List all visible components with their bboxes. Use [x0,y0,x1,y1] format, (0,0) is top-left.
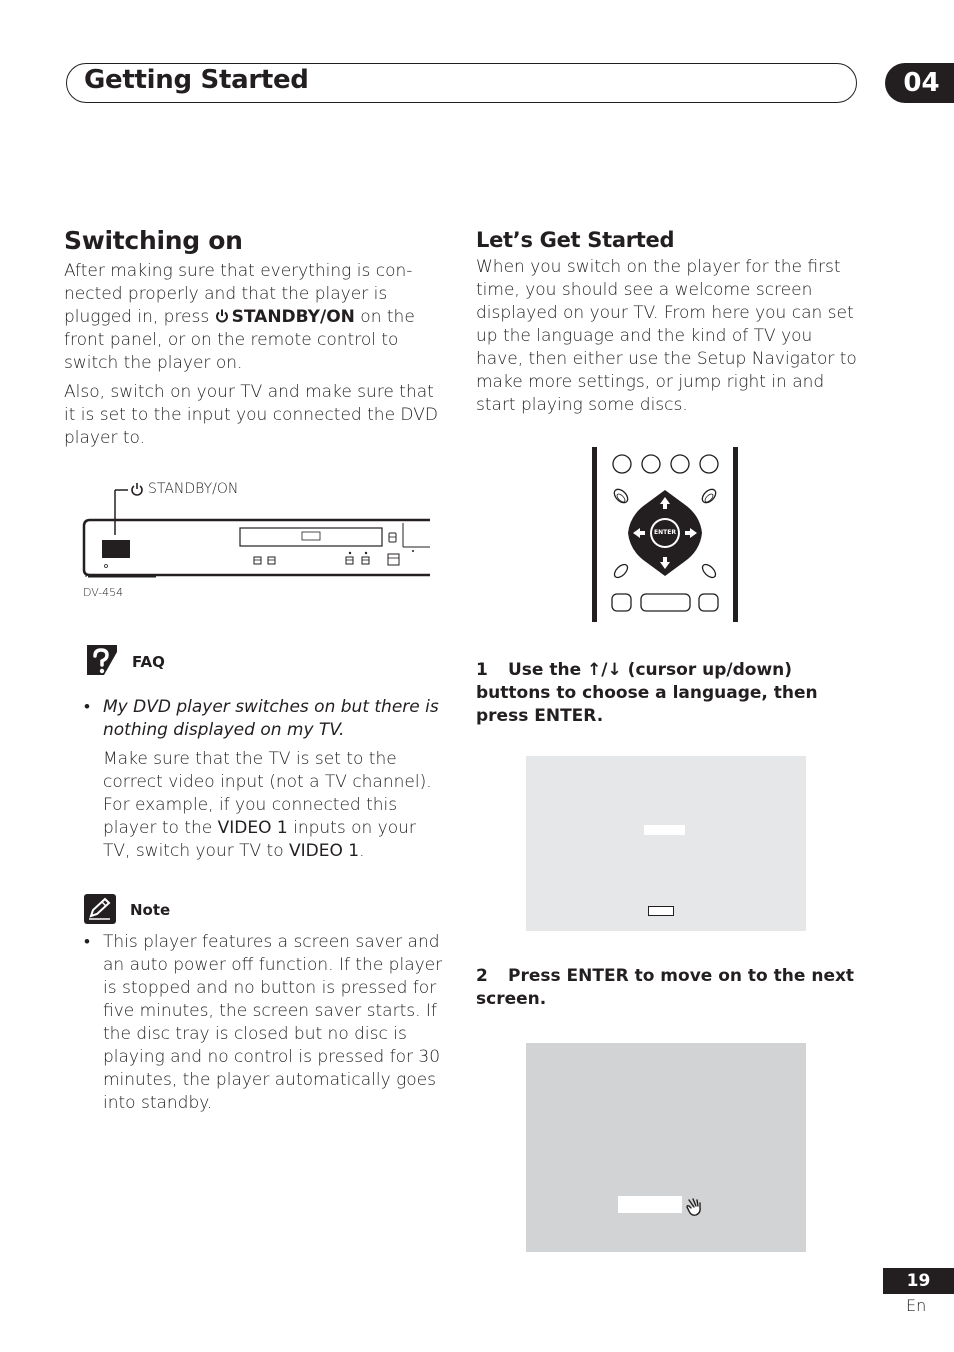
lets-get-started-heading: Let’s Get Started [476,228,675,252]
faq-list [84,696,446,863]
faq-item: • My DVD player switches on but there is nothing displayed on my TV. [84,697,439,740]
screen-button [648,906,674,916]
faq-answer: Make sure that the TV is set to the correct video input (not a TV channel). For example, if you connected this player to the VIDEO 1 inputs on your TV, switch your TV to VIDEO 1. [103,749,432,861]
standby-on-callout-label: STANDBY/ON [148,481,239,497]
hand-pointer-icon [684,1196,706,1222]
faq-question: My DVD player switches on but there is nothing displayed on my TV. [103,697,439,740]
switching-on-para-1: After making sure that everything is con-nected properly and that the player is plugged in, press STANDBY/ON on the front panel, or on the remote control to switch the player on. [64,261,415,373]
model-label: DV-454 [83,586,124,599]
switching-on-heading: Switching on [64,226,243,255]
note-item: • This player features a screen saver and an auto power off function. If the player is stopped and no button is pressed for five minutes, the screen saver starts. If the disc tray is closed but no disc is playing and no control is pressed for 30 minutes, the player automatically goes into standby. [84,932,443,1113]
screen-button-highlighted [618,1196,682,1213]
step-2: 2 Press ENTER to move on to the next screen. [476,966,855,1009]
note-pencil-icon [84,894,116,928]
page-number: 19 [883,1268,954,1294]
step-number: 1 [476,660,488,680]
step-1: 1 Use the ↑/↓ (cursor up/down) buttons to choose a language, then press ENTER. [476,660,818,726]
switching-on-body [64,260,446,456]
note-text: This player features a screen saver and an auto power off function. If the player is stopped and no button is pressed for five minutes, the screen saver starts. If the disc tray is closed but no disc is playing and no control is pressed for 30 minutes, the player automatically goes into standby. [103,932,443,1113]
step-number: 2 [476,966,488,986]
highlighted-option-bar [644,825,685,835]
dvd-player-diagram [80,478,430,603]
dvd-player-front-panel [80,478,430,603]
page-title: Getting Started [84,65,309,95]
remote-enter-button: ENTER [654,529,676,536]
lets-get-started-body: When you switch on the player for the first time, you should see a welcome screen displayed on your TV. From here you can set up the language and the kind of TV you have, then either use the Setup Navigator to make more settings, or jump right in and start playing some discs. [476,257,857,415]
note-list [84,931,446,1115]
remote-control-diagram [592,447,740,622]
cursor-up-down-icon: ↑/↓ [587,660,622,680]
chapter-tab: 04 [885,63,954,103]
switching-on-para-2: Also, switch on your TV and make sure that it is set to the input you connected the DVD player to. [64,382,438,448]
language-select-screen [526,756,806,931]
welcome-screen [526,1043,806,1252]
faq-label: FAQ [132,653,165,671]
power-icon [215,307,229,321]
page-language: En [906,1296,927,1315]
faq-icon [84,642,120,682]
note-label: Note [130,901,171,919]
